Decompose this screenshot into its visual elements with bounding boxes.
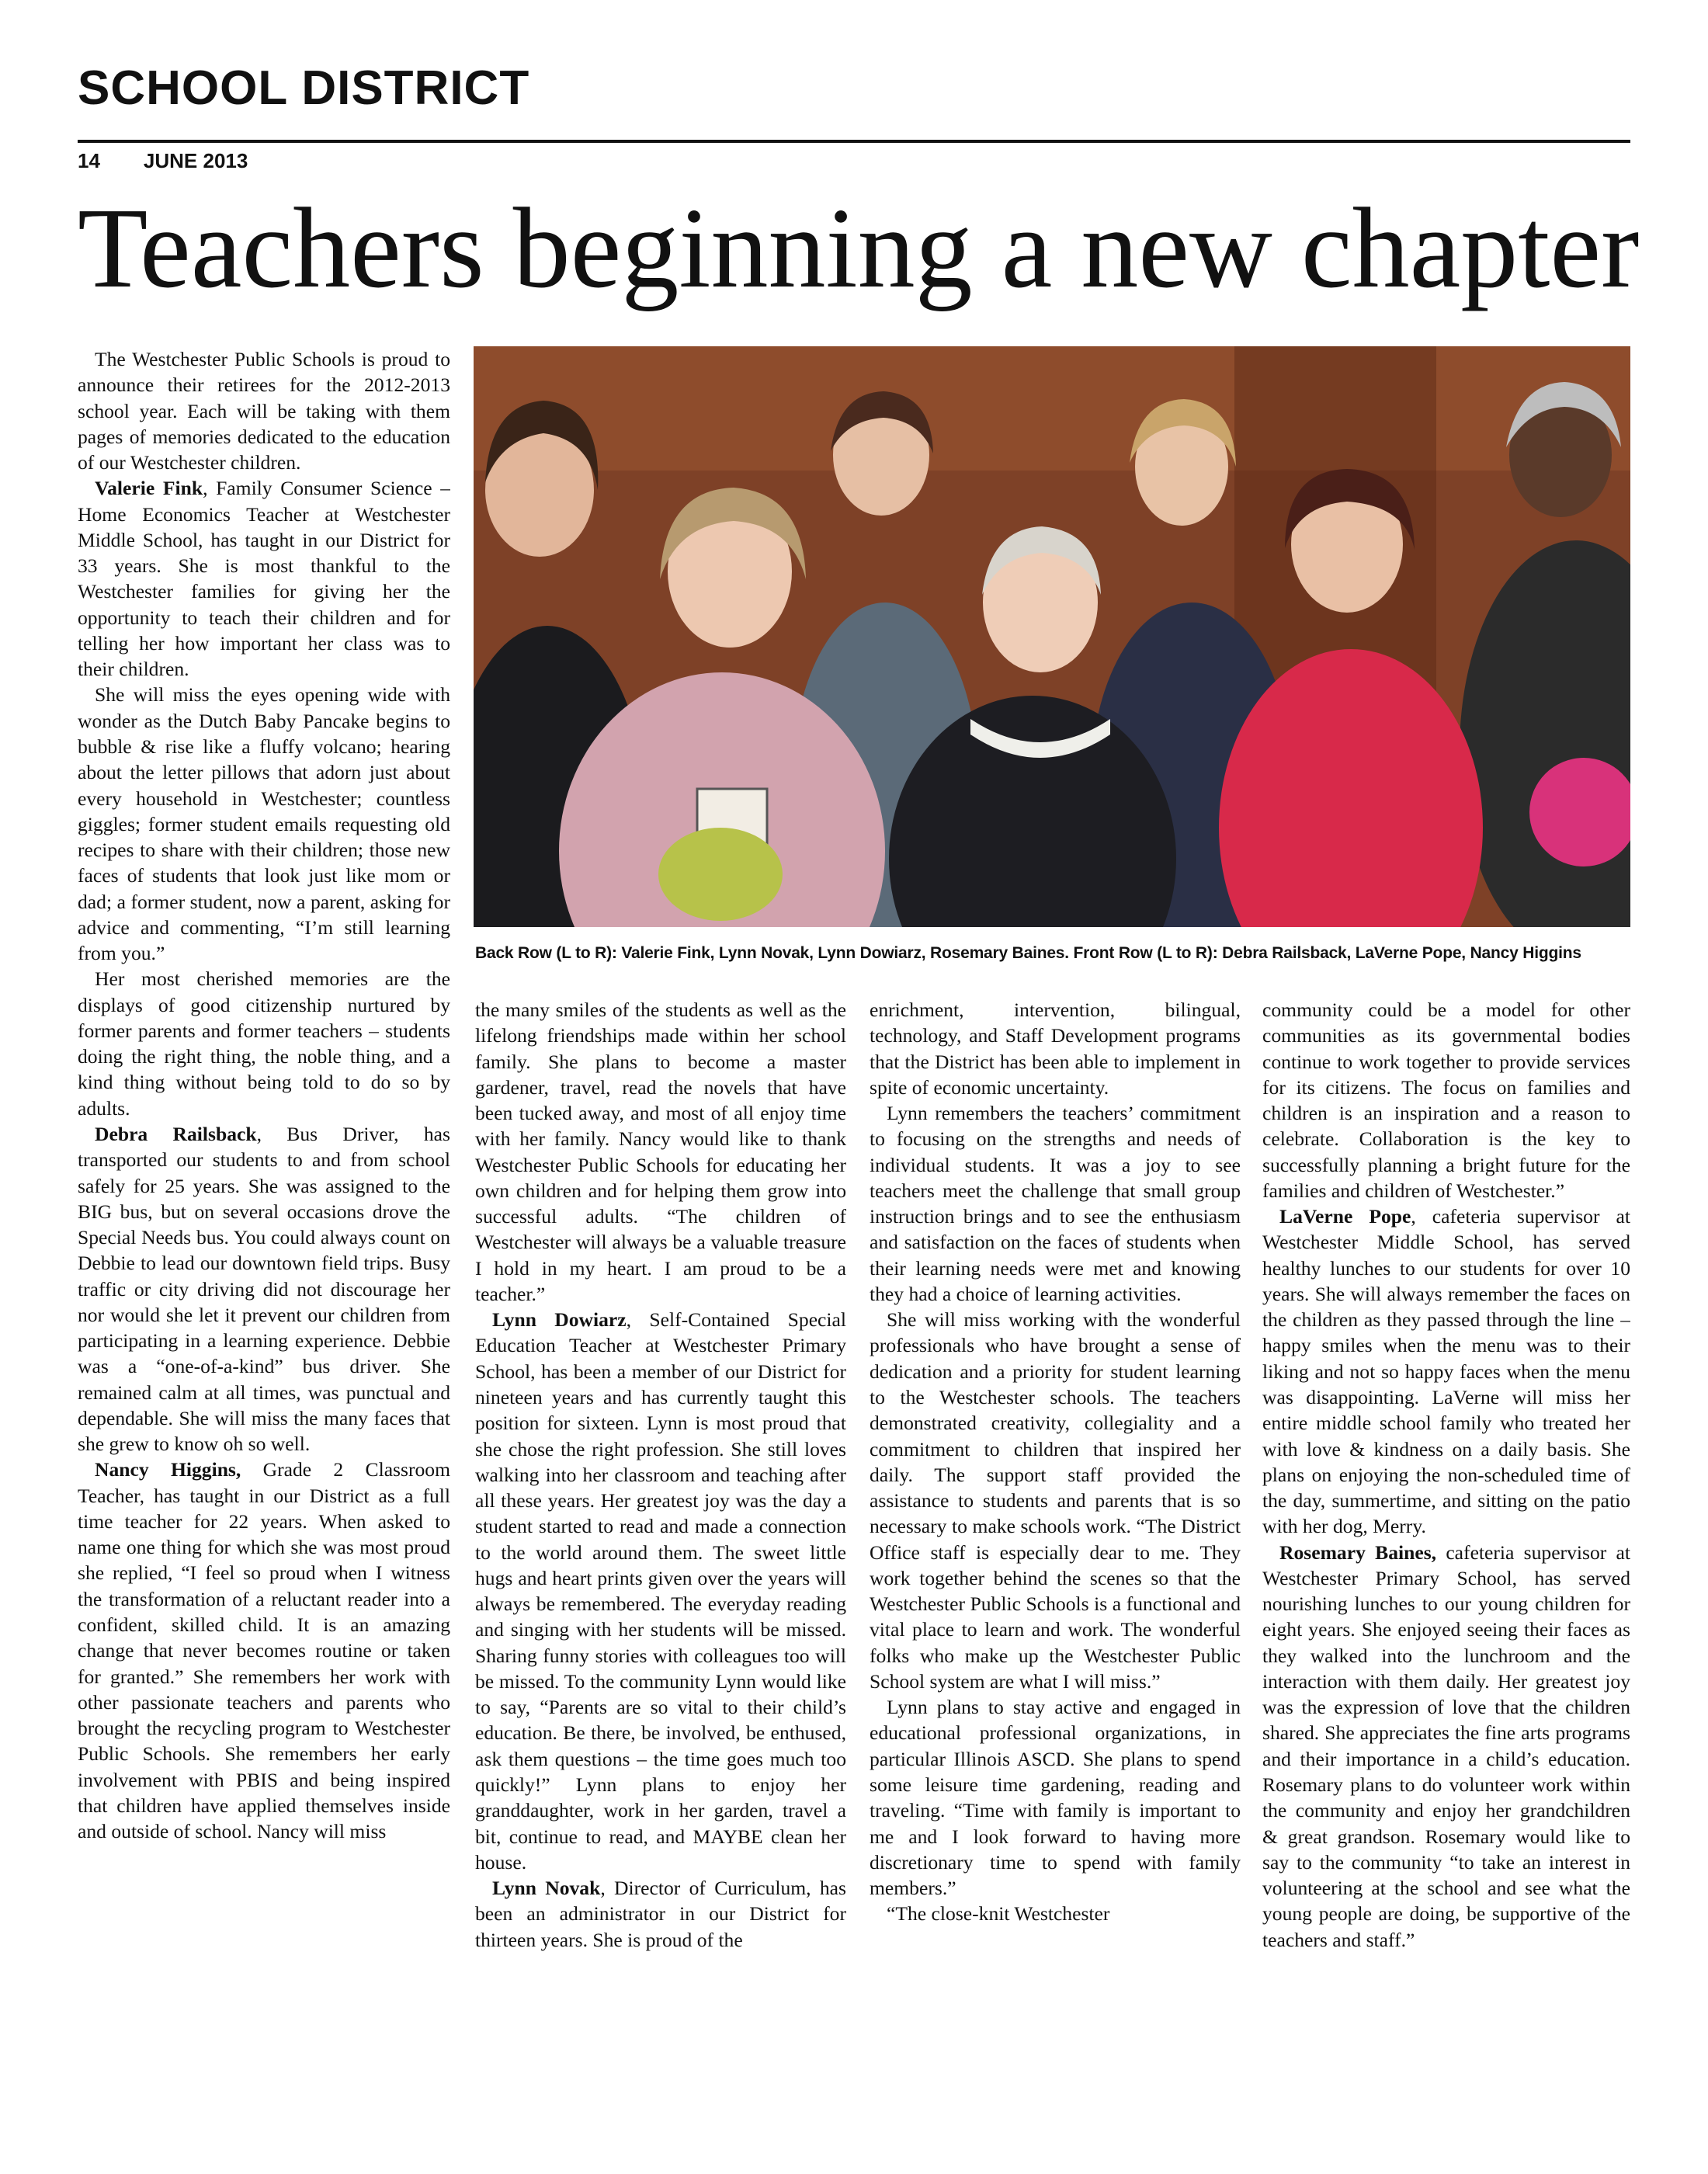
- paragraph: the many smiles of the students as well as the lifelong friendships made within her school family. She plans to become a master gardener, travel, read the novels that have been tucked away, and most of all enjoy time with her family. Nancy would like to thank Westchester Public Schools for educating her own children and for helping them grow into successful adults. “The children of Westchester will always be a valuable treasure I hold in my heart. I am proud to be a teacher.”: [475, 998, 846, 1305]
- paragraph: She will miss the eyes opening wide with wonder as the Dutch Baby Pancake begins to bubble & rise like a fluffy volcano; hearing about the letter pillows that adorn just about every household in Westchester; countless giggles; former student emails requesting old recipes to share with their children; those new faces of students that look just like mom or dad; a former student, now a parent, asking for advice and commenting, “I’m still learning from you.”: [78, 683, 450, 965]
- paragraph: Nancy Higgins, Grade 2 Classroom Teacher, has taught in our District as a full time teacher for 22 years. When asked to name one thing for which she was most proud she replied, “I feel so proud when I witness the transformation of a reluctant reader into a confident, skilled child. It is an amazing change that never becomes routine or taken for granted.” She remembers her work with other passionate teachers and parents who brought the recycling program to Westchester Public Schools. She remembers her early involvement with PBIS and being inspired that children have applied themselves inside and outside of school. Nancy will miss: [78, 1458, 450, 1843]
- retiree-name: Debra Railsback: [95, 1122, 257, 1145]
- paragraph: Lynn Novak, Director of Curriculum, has been an administrator in our District for thirteen years. She is proud of the: [475, 1877, 846, 1951]
- retiree-name: Valerie Fink: [95, 477, 203, 500]
- paragraph: Her most cherished memories are the displays of good citizenship nurtured by former parents and former teachers – students doing the right thing, the noble thing, and a kind thing without being told to do so by adults.: [78, 967, 450, 1120]
- paragraph: Valerie Fink, Family Consumer Science – Home Economics Teacher at Westchester Middle School, has taught in our District for 33 years. She is most thankful to the Westchester families for giving her the opportunity to teach their children and for telling her how important her class was to their children.: [78, 477, 450, 681]
- retiree-name: Rosemary Baines,: [1279, 1540, 1437, 1564]
- paragraph: Lynn remembers the teachers’ commitment to focusing on the strengths and needs of individual students. It was a joy to see teachers meet the challenge that small group instruction brings and to see the enthusiasm and satisfaction on the faces of students when their learning needs were met and knowing they had a choice of learning activities.: [870, 1102, 1241, 1305]
- paragraph: The Westchester Public Schools is proud to announce their retirees for the 2012-2013 school year. Each will be taking with them pages of memories dedicated to the education of our Westchester children.: [78, 348, 450, 474]
- section-title: SCHOOL DISTRICT: [78, 61, 530, 115]
- retiree-name: Nancy Higgins,: [95, 1458, 241, 1481]
- headline: Teachers beginning a new chapter: [78, 185, 1640, 312]
- paragraph: She will miss working with the wonderful professionals who have brought a sense of dedication and a priority for student learning to the Westchester schools. The teachers demonstrated creativity, collegiality and a commitment to children that inspired her daily. The support staff provided the assistance to students and parents that is so necessary to make schools work. “The District Office staff is especially dear to me. They work together behind the scenes so that the Westchester Public Schools is a functional and vital place to learn and work. The wonderful folks who make up the Westchester Public School system are what I will miss.”: [870, 1308, 1241, 1693]
- page-number: 14: [78, 149, 100, 172]
- retiree-name: Lynn Novak: [492, 1877, 601, 1900]
- issue-date: JUNE 2013: [143, 149, 248, 172]
- paragraph: Debra Railsback, Bus Driver, has transported our students to and from school safely for 25 years. She was assigned to the BIG bus, but on several occasions drove the Special Needs bus. You could always count on Debbie to lead our downtown field trips. Busy traffic or city driving did not discourage her nor would she let it prevent our children from participating in a learning experience. Debbie was a “one-of-a-kind” bus driver. She remained calm at all times, was punctual and dependable. She will miss the many faces that she grew to know oh so well.: [78, 1122, 450, 1456]
- paragraph: enrichment, intervention, bilingual, technology, and Staff Development programs that the District has been able to implement in spite of economic uncertainty.: [870, 998, 1241, 1099]
- paragraph: Lynn Dowiarz, Self-Contained Special Education Teacher at Westchester Primary School, has been a member of our District for nineteen years and has currently taught this position for sixteen. Lynn is most proud that she chose the right profession. She still loves walking into her classroom and teaching after all these years. Her greatest joy was the day a student started to read and made a connection to the world around them. The sweet little hugs and heart prints given over the years will always be remembered. The everyday reading and singing with her students will be missed. Sharing funny stories with colleagues too will be missed. To the community Lynn would like to say, “Parents are so vital to their child’s education. Be there, be involved, be enthused, ask them questions – the time goes much too quickly!” Lynn plans to enjoy her granddaughter, work in her garden, travel a bit, continue to read, and MAYBE clean her house.: [475, 1308, 846, 1874]
- paragraph: “The close-knit Westchester: [887, 1902, 1110, 1926]
- retiree-name: LaVerne Pope: [1279, 1205, 1411, 1228]
- issue-line: [78, 149, 248, 173]
- article-column-1: [78, 346, 450, 2148]
- paragraph: community could be a model for other communities as its governmental bodies continue to work together to provide services for its citizens. The focus on families and children is an inspiration and a reason to celebrate. Collaboration is the key to successfully planning a bright future for the families and children of Westchester.”: [1262, 998, 1630, 1202]
- article-column-2: [475, 997, 846, 2148]
- retirees-group-photo: [474, 346, 1630, 927]
- article-column-4: [1262, 997, 1630, 2148]
- header-rule: [78, 140, 1630, 143]
- paragraph: Rosemary Baines, cafeteria supervisor at Westchester Primary School, has served nourishing lunches to our young children for eight years. She enjoyed seeing their faces as they walked into the lunchroom and the interaction with them daily. Her greatest joy was the expression of love that the children shared. She appreciates the fine arts programs and their importance in a child’s education. Rosemary plans to do volunteer work within the community and enjoy her grandchildren & great grandson. Rosemary would like to say to the community “to take an interest in volunteering at the school and see what the young people are doing, be supportive of the teachers and staff.”: [1262, 1540, 1630, 1951]
- retiree-name: Lynn Dowiarz: [492, 1308, 627, 1332]
- article-column-3: [870, 997, 1241, 2148]
- paragraph: Lynn plans to stay active and engaged in educational professional organizations, in particular Illinois ASCD. She plans to spend some leisure time gardening, reading and traveling. “Time with family is important to me and I look forward to having more discretionary time to spend with family members.”: [870, 1696, 1241, 1900]
- paragraph: LaVerne Pope, cafeteria supervisor at Westchester Middle School, has served healthy lunches to our students for over 10 years. She will always remember the faces on the children as they passed through the line – happy smiles when the menu was to their liking and not so happy faces when the menu was disappointing. LaVerne will miss her entire middle school family who treated her with love & kindness on a daily basis. She plans on enjoying the non-scheduled time of the day, summertime, and sitting on the patio with her dog, Merry.: [1262, 1205, 1630, 1538]
- photo-caption: Back Row (L to R): Valerie Fink, Lynn Novak, Lynn Dowiarz, Rosemary Baines. Front Row (L to R): Debra Railsback, LaVerne Pope, Nancy Higgins: [475, 944, 1581, 962]
